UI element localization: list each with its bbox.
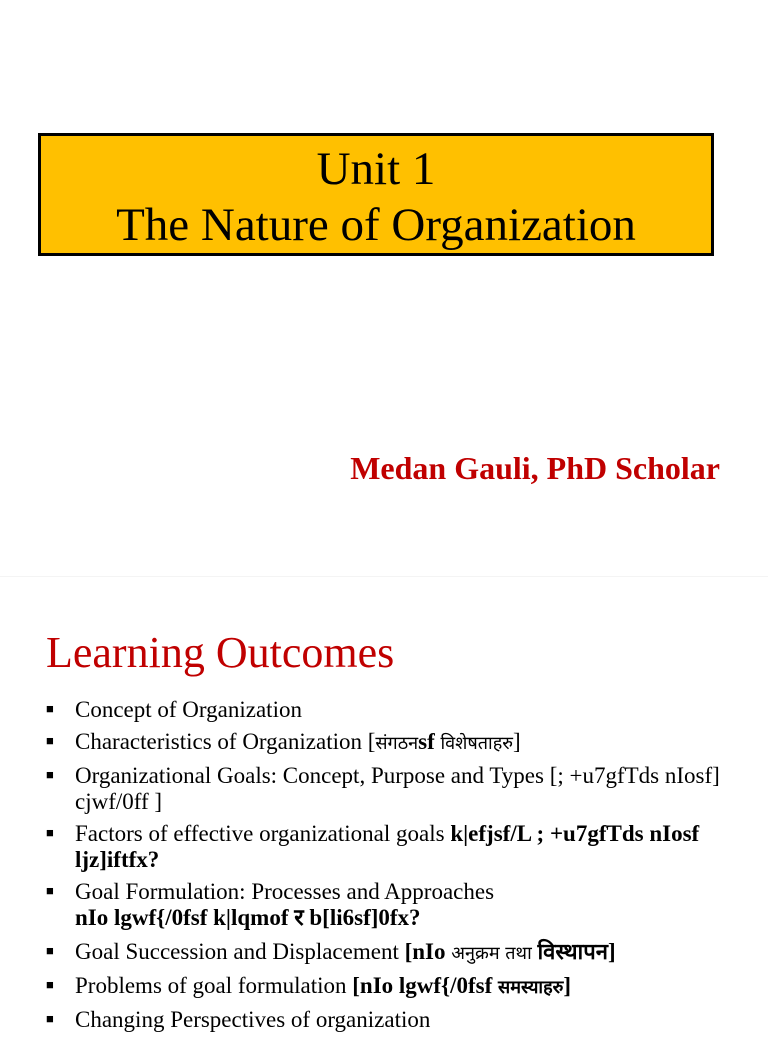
item-native-text: समस्याहरु [498,977,564,998]
learning-outcomes-slide [0,577,768,1032]
item-text: Concept of Organization [75,697,302,722]
list-item [44,1007,744,1033]
title-line-1: Unit 1 [316,143,436,195]
item-text: Goal Succession and Displacement [75,939,405,964]
item-text: Changing Perspectives of organization [75,1007,431,1032]
item-text: Factors of effective organizational goals [75,821,451,846]
square-bullet-icon: ■ [46,767,54,782]
item-native-text: विशेषताहरु [434,733,514,754]
square-bullet-icon: ■ [46,825,54,840]
item-bold-text: sf [418,729,435,754]
list-item [44,879,744,905]
square-bullet-icon: ■ [46,977,54,992]
item-native-text: संगठन [375,733,419,754]
title-box [38,133,714,256]
list-item [44,697,744,723]
item-bold-text: [nIo [404,939,452,964]
square-bullet-icon: ■ [46,733,54,748]
list-item [44,729,744,757]
item-bold-text: [nIo lgwf{/0fsf [352,973,499,998]
list-item [44,939,744,967]
list-item [44,973,744,1001]
square-bullet-icon: ■ [46,943,54,958]
slide-heading: Learning Outcomes [46,628,395,677]
author-name: Medan Gauli, PhD Scholar [350,450,720,486]
square-bullet-icon: ■ [46,701,54,716]
item-subline: nIo lgwf{/0fsf k|lqmof र b[li6sf]0fx? [75,905,421,930]
item-bold-text: k|efjsf/L ; +u7gfTds nIosf ljz]iftfx? [75,821,700,872]
square-bullet-icon: ■ [46,883,54,898]
item-native-text: अनुक्रम तथा [451,943,538,964]
item-text: Characteristics of Organization [ [75,729,376,754]
item-end-text: ] [607,939,616,964]
item-text: Goal Formulation: Processes and Approaches [75,879,495,904]
item-native-bold-text: विस्थापन [537,940,608,965]
item-text: Organizational Goals: Concept, Purpose and Types [; +u7gfTds nIosf] cjwf/0ff ] [75,763,720,814]
item-text: Problems of goal formulation [75,973,353,998]
list-item [44,763,744,815]
square-bullet-icon: ■ [46,1011,54,1026]
item-end-text: ] [563,973,572,998]
list-item [44,821,744,873]
item-end-text: ] [513,729,521,754]
title-line-2: The Nature of Organization [116,199,636,251]
outcomes-list [44,697,744,1039]
